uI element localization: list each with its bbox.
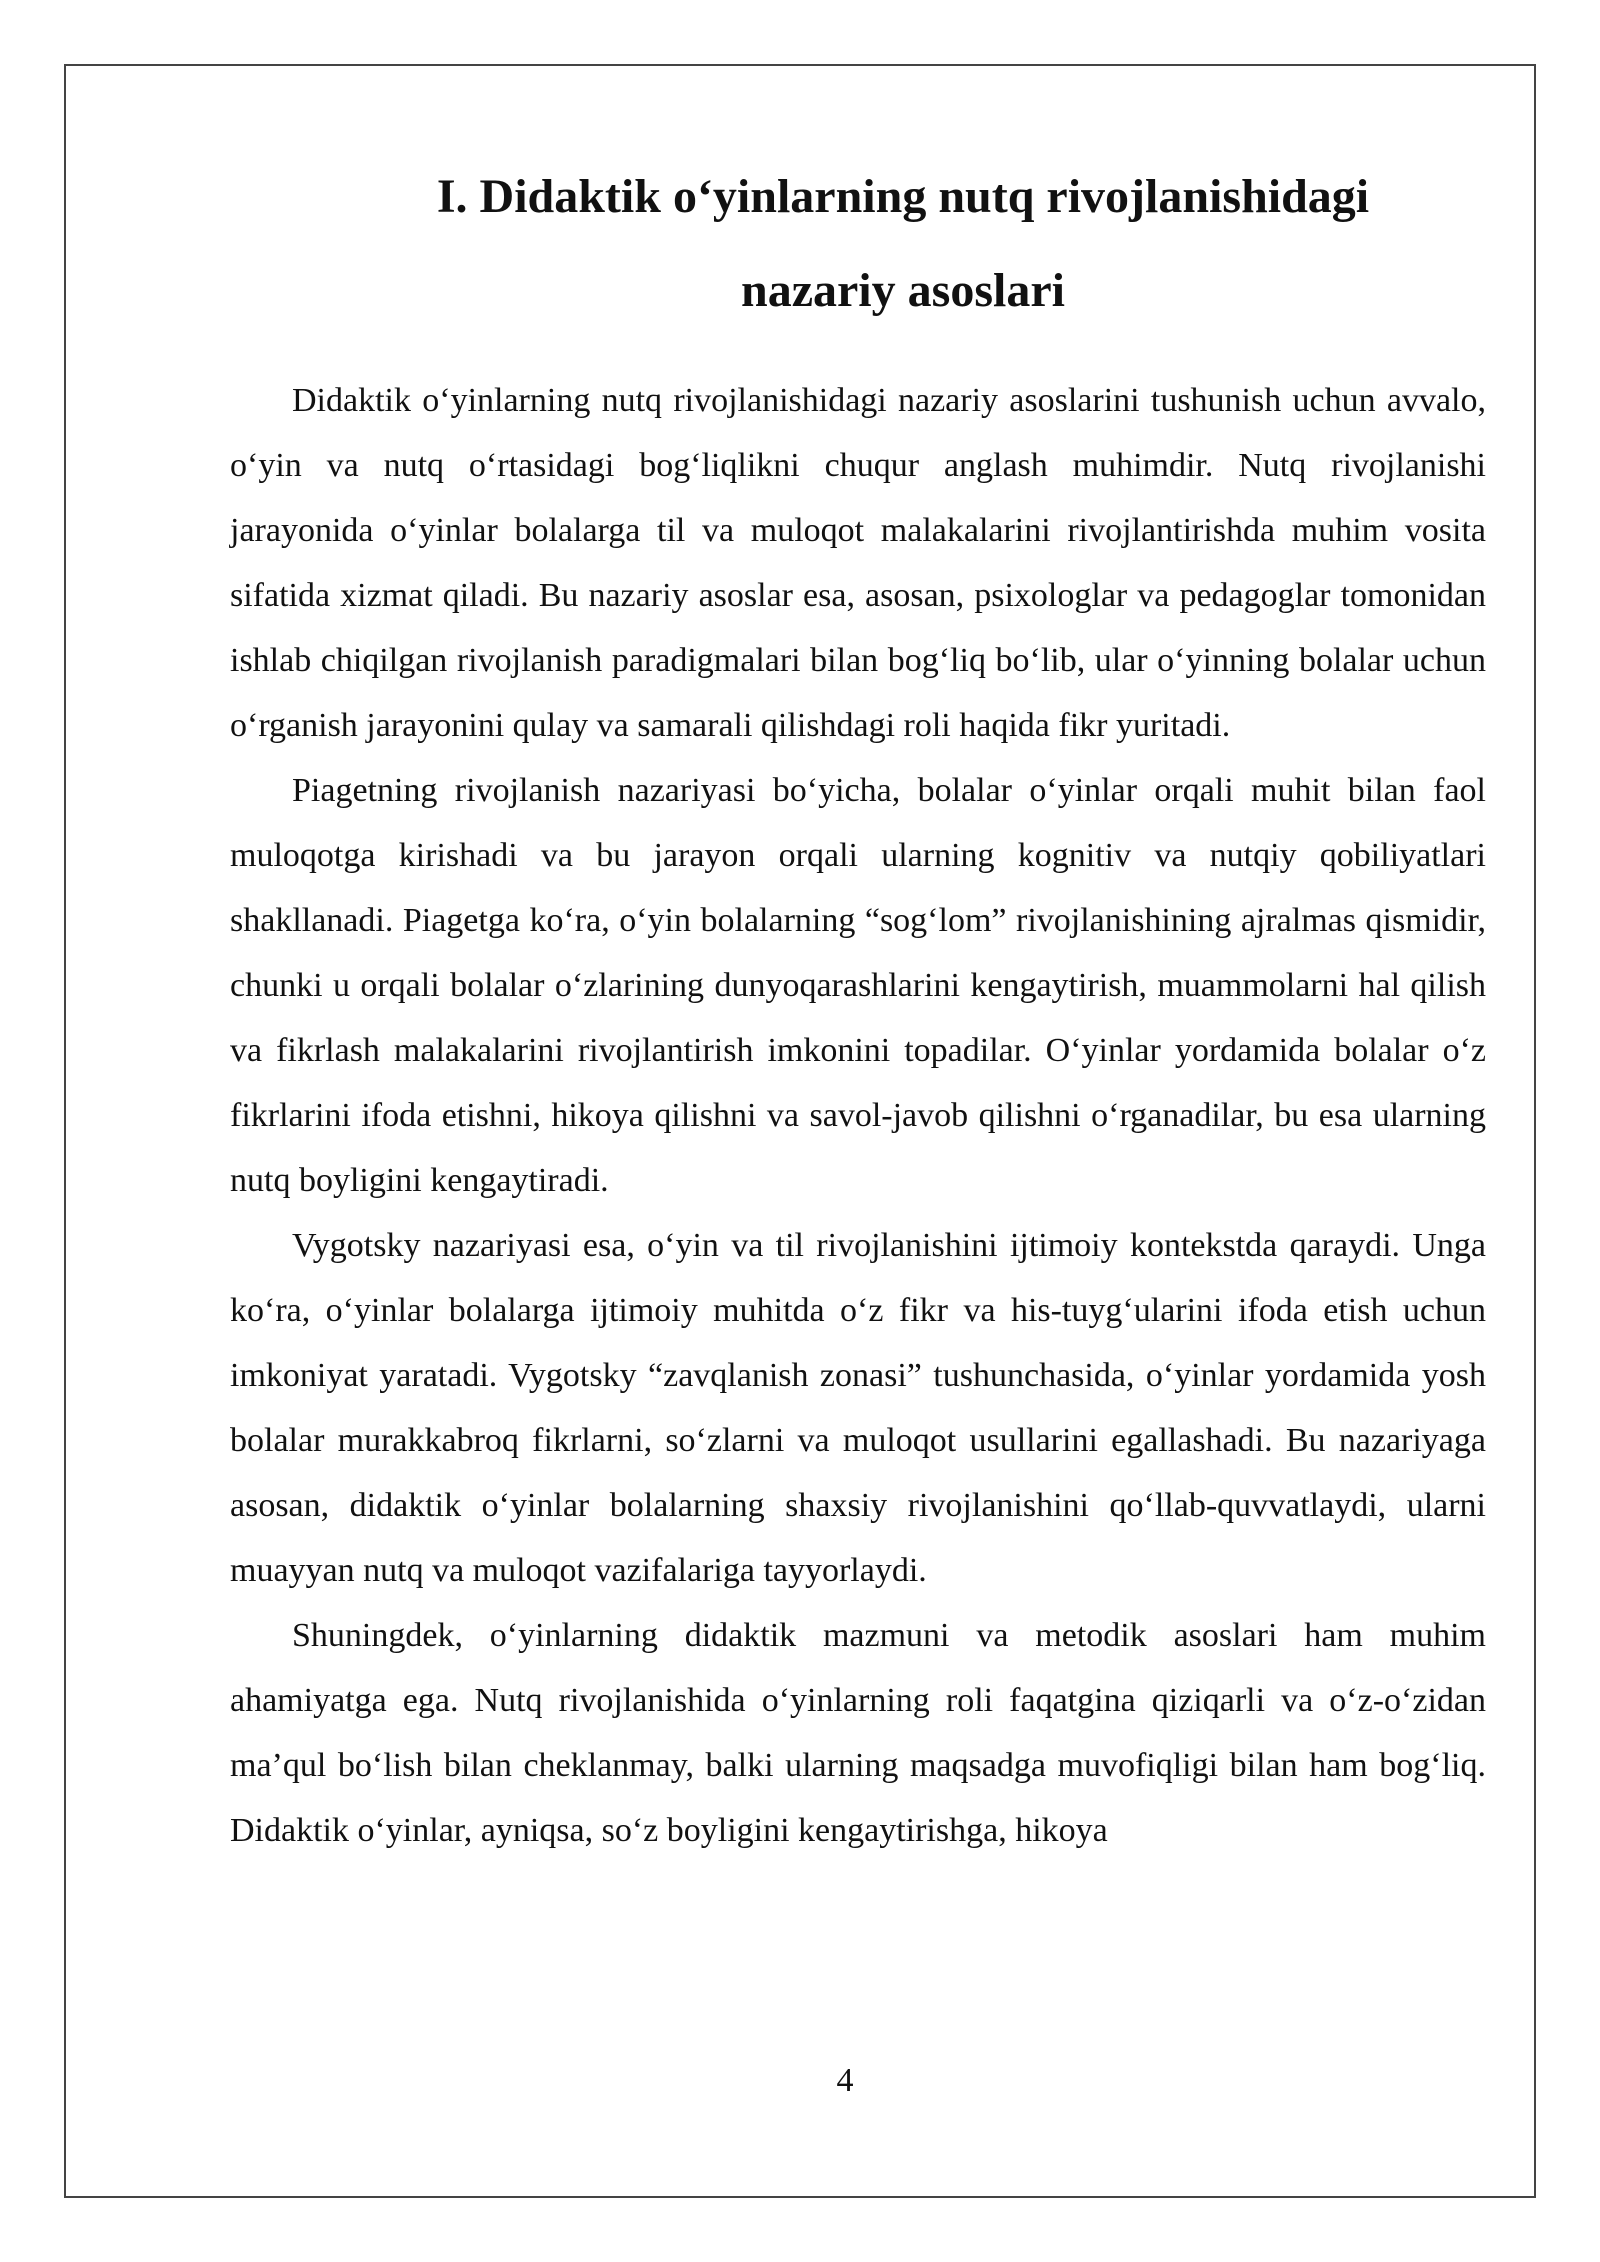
title-line-1: I. Didaktik o‘yinlarning nutq rivojlanishidagi [436,170,1370,223]
paragraph-1: Didaktik o‘yinlarning nutq rivojlanishidagi nazariy asoslarini tushunish uchun avvalo, o‘yin va nutq o‘rtasidagi bog‘liqlikni chuqur anglash muhimdir. Nutq rivojlanishi jarayonida o‘yinlar bolalarga til va muloqot malakalarini rivojlantirishda muhim vosita sifatida xizmat qiladi. Bu nazariy asoslar esa, asosan, psixologlar va pedagoglar tomonidan ishlab chiqilgan rivojlanish paradigmalari bilan bog‘liq bo‘lib, ular o‘yinning bolalar uchun o‘rganish jarayonini qulay va samarali qilishdagi roli haqida fikr yuritadi. [230,382,1486,744]
title-line-2: nazariy asoslari [741,264,1065,317]
document-title [230,150,1486,338]
document-body [230,150,1486,1863]
page-number: 4 [836,2062,854,2099]
paragraph-3: Vygotsky nazariyasi esa, o‘yin va til rivojlanishini ijtimoiy kontekstda qaraydi. Unga ko‘ra, o‘yinlar bolalarga ijtimoiy muhitda o‘z fikr va his-tuyg‘ularini ifoda etish uchun imkoniyat yaratadi. Vygotsky “zavqlanish zonasi” tushunchasida, o‘yinlar yordamida yosh bolalar murakkabroq fikrlarni, so‘zlarni va muloqot usullarini egallashadi. Bu nazariyaga asosan, didaktik o‘yinlar bolalarning shaxsiy rivojlanishini qo‘llab-quvvatlaydi, ularni muayyan nutq va muloqot vazifalariga tayyorlaydi. [230,1227,1486,1589]
paragraph-4: Shuningdek, o‘yinlarning didaktik mazmuni va metodik asoslari ham muhim ahamiyatga ega. Nutq rivojlanishida o‘yinlarning roli faqatgina qiziqarli va o‘z-o‘zidan ma’qul bo‘lish bilan cheklanmay, balki ularning maqsadga muvofiqligi bilan ham bog‘liq. Didaktik o‘yinlar, ayniqsa, so‘z boyligini kengaytirishga, hikoya [230,1617,1486,1849]
paragraph-2: Piagetning rivojlanish nazariyasi bo‘yicha, bolalar o‘yinlar orqali muhit bilan faol muloqotga kirishadi va bu jarayon orqali ularning kognitiv va nutqiy qobiliyatlari shakllanadi. Piagetga ko‘ra, o‘yin bolalarning “sog‘lom” rivojlanishining ajralmas qismidir, chunki u orqali bolalar o‘zlarining dunyoqarashlarini kengaytirish, muammolarni hal qilish va fikrlash malakalarini rivojlantirish imkonini topadilar. O‘yinlar yordamida bolalar o‘z fikrlarini ifoda etishni, hikoya qilishni va savol-javob qilishni o‘rganadilar, bu esa ularning nutq boyligini kengaytiradi. [230,772,1486,1199]
